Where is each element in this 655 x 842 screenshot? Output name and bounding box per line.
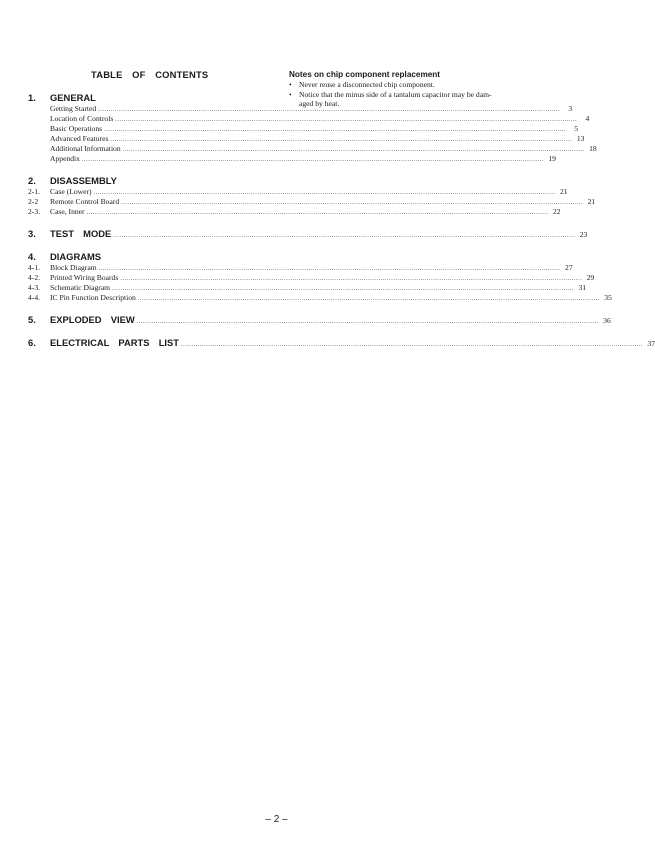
toc-entry[interactable] [28, 197, 596, 207]
dot-leader: ............................................................................................................................................................................................................................ [86, 210, 549, 216]
dot-leader: ............................................................................................................................................................................................................................ [122, 147, 585, 153]
page-ref: 36 [603, 316, 611, 325]
entry-label: Schematic Diagram [50, 283, 111, 292]
page-number: – 2 – [265, 814, 288, 825]
page-ref: 37 [647, 339, 655, 348]
section-title: TEST MODE [50, 228, 112, 239]
bullet-icon: • [289, 89, 292, 99]
dot-leader: ............................................................................................................................................................................................................................ [81, 157, 544, 163]
page-ref: 21 [559, 187, 568, 196]
entry-label: Case, Inner [50, 207, 85, 216]
dot-leader: ............................................................................................................................................................................................................................ [137, 296, 600, 302]
toc-entry[interactable] [28, 154, 556, 164]
note-text: Never reuse a disconnected chip component. [299, 80, 435, 89]
toc-section [28, 314, 611, 326]
toc-entry[interactable] [28, 207, 561, 217]
notes-list [289, 80, 539, 109]
toc-title: TABLE OF CONTENTS [91, 69, 209, 80]
toc-entry[interactable] [28, 187, 568, 197]
page-ref: 18 [589, 144, 597, 153]
entry-number: 2-2 [28, 197, 39, 206]
section-title: ELECTRICAL PARTS LIST [50, 337, 180, 348]
notes-section [289, 70, 539, 109]
entry-label: Location of Controls [50, 114, 114, 123]
page-ref: 4 [585, 114, 590, 123]
dot-leader: ............................................................................................................................................................................................................................ [93, 190, 556, 196]
entry-label: Case (Lower) [50, 187, 92, 196]
section-title: GENERAL [50, 92, 96, 103]
dot-leader: ............................................................................................................................................................................................................................ [121, 200, 584, 206]
section-number: 2. [28, 175, 36, 186]
dot-leader: ............................................................................................................................................................................................................................ [181, 342, 644, 348]
dot-leader: ............................................................................................................................................................................................................................ [120, 276, 583, 282]
section-title: DISASSEMBLY [50, 175, 117, 186]
section-title: EXPLODED VIEW [50, 314, 135, 325]
entry-label: Advanced Features [50, 134, 109, 143]
toc-entry[interactable] [28, 273, 595, 283]
toc-entry[interactable] [28, 114, 590, 124]
dot-leader: ............................................................................................................................................................................................................................ [98, 266, 561, 272]
section-number: 5. [28, 314, 36, 325]
dot-leader: ............................................................................................................................................................................................................................ [104, 127, 567, 133]
entry-label: IC Pin Function Description [50, 293, 136, 302]
entry-number: 4-3. [28, 283, 41, 292]
entry-number: 4-1. [28, 263, 41, 272]
dot-leader: ............................................................................................................................................................................................................................ [110, 137, 573, 143]
toc-section [28, 251, 612, 303]
page-ref: 13 [576, 134, 585, 143]
section-heading[interactable] [28, 337, 655, 349]
toc-entry[interactable] [28, 263, 573, 273]
section-heading[interactable] [28, 228, 588, 240]
notes-title: Notes on chip component replacement [289, 70, 441, 79]
entry-label: Printed Wiring Boards [50, 273, 119, 282]
page-ref: 23 [579, 230, 588, 239]
dot-leader: ............................................................................................................................................................................................................................ [136, 319, 599, 325]
dot-leader: ............................................................................................................................................................................................................................ [115, 117, 578, 123]
entry-label: Remote Control Board [50, 197, 120, 206]
entry-label: Basic Operations [50, 124, 103, 133]
toc-entry[interactable] [28, 134, 585, 144]
section-heading[interactable] [28, 175, 268, 187]
section-heading[interactable] [28, 92, 268, 104]
entry-label: Getting Started [50, 104, 97, 113]
section-number: 4. [28, 251, 36, 262]
toc-entry[interactable] [28, 293, 612, 303]
page-ref: 19 [548, 154, 556, 163]
entry-number: 2-3. [28, 207, 41, 216]
section-heading[interactable] [28, 314, 611, 326]
page-ref: 35 [604, 293, 612, 302]
section-number: 3. [28, 228, 36, 239]
toc-section [28, 175, 596, 217]
entry-label: Block Diagram [50, 263, 97, 272]
entry-number: 2-1. [28, 187, 41, 196]
toc-section [28, 228, 588, 240]
page-ref: 21 [587, 197, 596, 206]
dot-leader: ............................................................................................................................................................................................................................ [98, 107, 561, 113]
entry-number: 4-4. [28, 293, 41, 302]
bullet-icon: • [289, 80, 292, 89]
dot-leader: ............................................................................................................................................................................................................................ [113, 233, 576, 239]
note-item [289, 80, 539, 90]
section-heading[interactable] [28, 251, 268, 263]
page-ref: 27 [565, 263, 573, 272]
entry-label: Additional Information [50, 144, 121, 153]
entry-number: 4-2. [28, 273, 41, 282]
page-ref: 5 [574, 124, 579, 133]
page-ref: 29 [586, 273, 595, 282]
page-ref: 3 [568, 104, 573, 113]
page-ref: 31 [578, 283, 587, 292]
note-item [289, 90, 539, 109]
toc-entry[interactable] [28, 144, 597, 154]
toc-entry[interactable] [28, 124, 579, 134]
entry-label: Appendix [50, 154, 80, 163]
page-ref: 22 [553, 207, 561, 216]
toc-entry[interactable] [28, 283, 587, 293]
toc-section [28, 337, 655, 349]
section-number: 1. [28, 92, 36, 103]
dot-leader: ............................................................................................................................................................................................................................ [112, 286, 575, 292]
section-title: DIAGRAMS [50, 251, 102, 262]
toc-entry[interactable] [28, 104, 573, 114]
note-text: Notice that the minus side of a tantalum capacitor may be dam- aged by heat. [299, 89, 492, 109]
section-number: 6. [28, 337, 36, 348]
